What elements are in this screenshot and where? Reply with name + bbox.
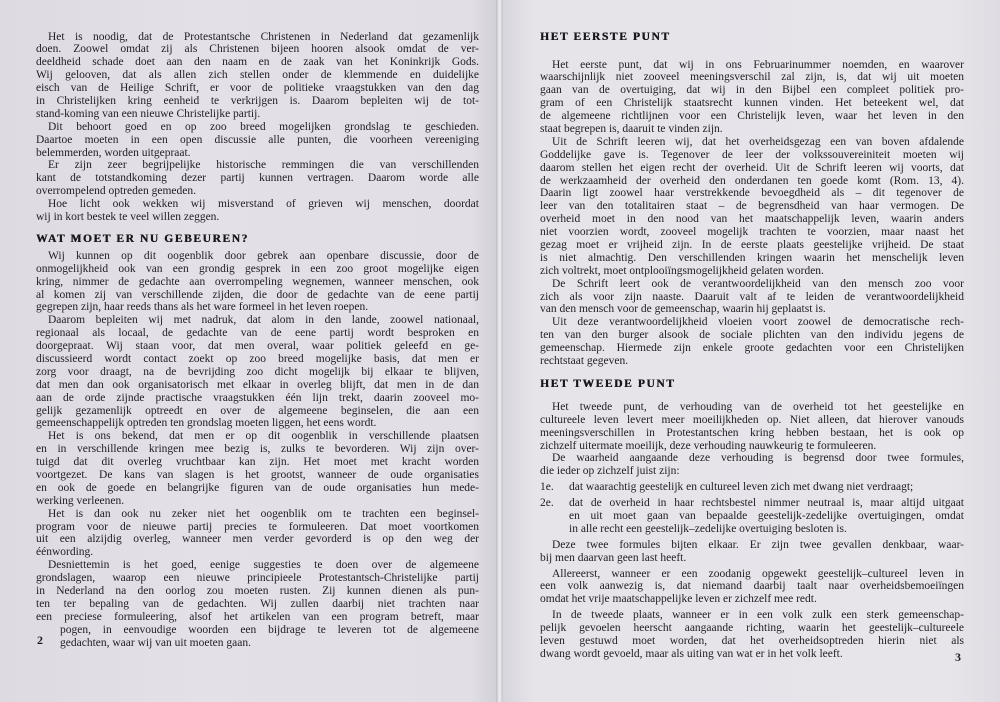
text-line: zich als voor zijn naaste. Daaruit valt af te leiden de verantwoordelijkheid (540, 290, 964, 303)
paragraph (36, 159, 479, 198)
text-line: werking verleenen. (36, 494, 125, 507)
paragraph (540, 539, 964, 565)
text-line: zorg voor draagt, na de bevrijding zoo dicht mogelijk bij elkaar te blijven, (36, 365, 479, 378)
paragraph (540, 401, 964, 453)
paragraph (36, 624, 479, 650)
text-line: gezag moet er vrijheid zijn. In de eerste plaats geestelijke vrijheid. De staat (540, 238, 964, 251)
text-line: leer van den totalitairen staat – de begrensdheid van haar vermogen. De (540, 200, 964, 213)
text-line: belemmerden, worden uitgepraat. (36, 146, 191, 159)
paragraph (540, 59, 964, 136)
text-line: die ieder op zichzelf juist zijn: (540, 465, 680, 478)
text-line: een volk aanwezig is, dat niemand daarbij taalt naar overheidsbemoeiïngen (540, 580, 964, 593)
text-line: in Nederland na den oorlog zou moeten rusten. Zij kunnen dienen als pun- (36, 585, 479, 598)
text-line: de werkzaamheid der overheid den onderdanen ten goede komt (Rom. 13, 4). (540, 174, 964, 187)
text-line: cultureele leven levert meer moeilijkheden op. Niet alleen, dat hierover vanouds (540, 413, 964, 426)
text-line: Dit behoort goed en op zoo breed mogelijken grondslag te geschieden. (48, 120, 479, 133)
section-heading: HET TWEEDE PUNT (540, 378, 676, 391)
text-line: doen. Zoowel omdat zij als Christenen bijeen hooren alsook omdat de ver- (36, 43, 479, 56)
text-line: zich voltrekt, moet ontplooiïngsmogelijkheid gelaten worden. (540, 264, 824, 277)
section-heading: WAT MOET ER NU GEBEUREN? (36, 232, 249, 245)
left-page (0, 0, 496, 702)
text-line: rechtstaat gegeven. (540, 354, 629, 367)
text-line: program voor de nieuwe partij precies te formuleeren. Dat moet voortkomen (36, 520, 479, 533)
text-line: pelijk gevoelen heerscht aangaande richting, waarin het geestelijk–cultureele (540, 622, 964, 635)
list-marker: 2e. (540, 497, 554, 510)
text-line: overrompelend optreden gemeden. (36, 185, 196, 198)
text-line: kant de totstandkoming dezer partij kunnen vertragen. Daarom worde alle (36, 172, 479, 185)
text-line: zichzelf uitermate moeilijk, deze verhouding nauwkeurig te formuleeren. (540, 439, 877, 452)
text-line: voortgezet. De kans van slagen is het grootst, wanneer de oude organisaties (36, 469, 479, 481)
text-line: In de tweede plaats, wanneer er in een volk zulk een sterk gemeenschap- (552, 609, 964, 622)
paragraph (540, 609, 964, 661)
paragraph (36, 198, 479, 224)
list-item (540, 481, 964, 494)
text-line: en in verschillende kringen mee bezig is, zulks te bevorderen. Wij zijn over- (36, 443, 479, 456)
text-line: De Schrift leert ook de verantwoordelijkheid van den mensch zoo voor (552, 277, 964, 290)
paragraph (36, 508, 479, 560)
text-line: in alle recht een geestelijk–zedelijke overtuiging besloten is. (569, 522, 847, 535)
text-line: gegrepen zijn, haar reeds thans als het ware formeel in het leven roepen. (36, 301, 369, 314)
text-line: discussieerd wordt contact zoekt op zoo breed mogelijke basis, dat men er (36, 352, 479, 365)
text-line: regionaal als locaal, de gedachte van de eene partij wordt besproken en (36, 327, 479, 340)
text-line: Het eerste punt, dat wij in ons Februarinummer noemden, en waarover (552, 58, 964, 71)
text-line: en ook de goede en belangrijke figuren van de oude organisaties hun mede- (36, 481, 479, 494)
text-line: meeningsverschillen in Protestantschen kring hebben bestaan, het is ook op (540, 426, 964, 439)
paragraph (540, 568, 964, 607)
text-line: overheid moet in den nood van het maatschappelijk leven, waarin anders (540, 213, 964, 226)
text-line: al komen zij van verschillende zijden, die door de gedachte van de eene partij (36, 288, 479, 301)
section-heading: HET EERSTE PUNT (540, 31, 671, 43)
paragraph (36, 250, 479, 314)
text-line: éénwording. (36, 546, 94, 559)
text-line: Het tweede punt, de verhouding van de overheid tot het geestelijke en (552, 400, 964, 413)
text-line: leven gestuwd moet worden, dat het overheidsoptreden hierin niet als (540, 635, 964, 648)
paragraph (36, 314, 479, 430)
text-line: tuigd dat dit overleg vruchtbaar kan zijn. Het moet met kracht worden (36, 456, 479, 469)
text-line: Deze twee formules bijten elkaar. Er zijn twee gevallen denkbaar, waar- (552, 538, 964, 551)
text-line: in Christelijken kring eenheid te verkrijgen is. Daarom bepleiten wij de tot- (36, 94, 479, 107)
text-line: grondslagen, waarop een nieuwe principieele Protestantsch-Christelijke partij (36, 572, 479, 585)
text-line: gemeenschappelijk optreden ten grondslag moeten liggen, het eens wordt. (36, 417, 377, 430)
text-line: is niet almachtig. Den verschillenden kringen waarin het menschelijk leven (540, 251, 964, 264)
text-line: uit een alzijdig overleg, wanneer men verder gevorderd is op den weg der (36, 533, 479, 546)
book-gutter (496, 0, 503, 702)
text-line: dat men dan ook organisatorisch met elkaar in overleg blijft, dat men in de dan (36, 378, 479, 391)
text-line: daarom stellen het eigen recht der overheid. Uit de Schrift leeren wij voorts, dat (540, 161, 964, 174)
text-line: Daarom bepleiten wij met nadruk, dat alom in den lande, zoowel nationaal, (48, 314, 479, 327)
text-line: Hoe licht ook wekken wij misverstand of grieven wij menschen, doordat (48, 198, 479, 211)
text-line: Goddelijke gave is. Tegenover de leer der volkssouvereiniteit moeten wij (540, 148, 964, 161)
text-line: Daartoe moeten in een open discussie alle punten, die voorheen vereeniging (36, 133, 479, 146)
text-line: bij men daarvan geen last heeft. (540, 551, 687, 564)
text-line: wij in kort bestek te veel willen zeggen. (36, 210, 220, 223)
text-line: stand-koming van een nieuwe Christelijke partij. (36, 107, 261, 120)
text-line: en uit moet gaan van bepaalde geestelijk-zedelijke overtuigingen, omdat (569, 510, 964, 523)
text-line: gelijk gezamenlijk optreedt en over de algemeene beginselen, die aan een (36, 404, 479, 417)
paragraph (36, 31, 479, 121)
text-line: gedachten, waar wij van uit moeten gaan. (60, 636, 251, 649)
text-line: Desniettemin is het goed, eenige suggesties te doen over de algemeene (48, 559, 479, 572)
left-page-text (36, 31, 479, 650)
text-line: kring, nimmer de gedachte aan overrompeling wegnemen, wanneer menschen, ook (36, 275, 479, 288)
text-line: Daarin ligt zoowel haar verstrekkende bevoegdheid als – dit tegenover de (540, 187, 964, 200)
text-line: eisch van de Heilige Schrift, er voor de politieke vraagstukken van den dag (36, 82, 479, 95)
text-line: niet voorzien wordt, zooveel mogelijk trachten te voorzien, maar naast het (540, 226, 964, 239)
text-line: Uit deze verantwoordelijkheid vloeien voort zoowel de democratische rech- (552, 316, 964, 329)
text-line: deeldheid schade doet aan den naam en de zaak van het Koninkrijk Gods. (36, 56, 479, 69)
right-page-text (540, 30, 964, 661)
text-line: Wij gelooven, dat als allen zich stellen onder de klemmende en duidelijke (36, 69, 479, 82)
text-line: waarschijnlijk niet zooveel meeningsverschil zal zijn, is, dat wij uit moeten (540, 71, 964, 84)
text-line: Uit de Schrift leeren wij, dat het overheidsgezag een van boven afdalende (552, 135, 964, 148)
numbered-list (540, 481, 964, 536)
text-line: Allereerst, wanneer er een zoodanig opgewekt geestelijk–cultureel leven in (552, 567, 964, 580)
paragraph (36, 430, 479, 507)
text-line: doorgepraat. Wij staan voor, dat men overal, waar politiek geleefd en ge- (36, 340, 479, 353)
text-line: Het is dan ook nu zeker niet het oogenblik om te trachten een beginsel- (48, 507, 479, 520)
page-number: 3 (955, 650, 961, 664)
right-page (503, 0, 1000, 702)
text-line: gaan van de overtuiging, dat wij in den Bijbel een compleet politiek pro- (540, 84, 964, 97)
text-line: ten ter bepaling van de gedachten. Wij zullen daarbij niet trachten naar (36, 597, 479, 610)
paragraph (36, 559, 479, 623)
text-line: Wij kunnen op dit oogenblik door gebrek aan openbare discussie, door de (48, 249, 479, 262)
text-line: De waarheid aangaande deze verhouding is begrensd door twee formules, (552, 452, 964, 465)
text-line: gram of een Christelijk staatsrecht kunnen vinden. Het beteekent wel, dat (540, 97, 964, 110)
paragraph (540, 452, 964, 478)
list-item (540, 497, 964, 536)
page-number: 2 (37, 633, 43, 647)
text-line: pogen, in eenvoudige woorden een bijdrage te leveren tot de algemeene (60, 623, 479, 636)
text-line: dwang wordt gevoeld, maar als uiting van wat er in het volk leeft. (540, 647, 843, 660)
list-item-text (569, 481, 964, 494)
paragraph (540, 278, 964, 317)
text-line: een preciese formuleering, alsof het artikelen van een program betreft, maar (36, 610, 479, 623)
text-line: dat de overheid in haar rechtsbestel nimmer neutraal is, maar altijd uitgaat (569, 497, 964, 510)
text-line: Het is noodig, dat de Protestantsche Christenen in Nederland dat gezamenlijk (48, 30, 479, 43)
paragraph (36, 121, 479, 160)
list-marker: 1e. (540, 481, 554, 494)
text-line: dat waarachtig geestelijk en cultureel leven zich met dwang niet verdraagt; (569, 481, 914, 494)
text-line: gemeenschap. Hiermede zijn enkele groote gedachten voor een Christelijken (540, 342, 964, 355)
text-line: ten van den burger alsook de sociale plichten van den individu jegens de (540, 329, 964, 342)
text-line: Er zijn zeer begrijpelijke historische remmingen die van verschillenden (48, 159, 479, 172)
text-line: van den mensch voor de gemeenschap, waarin hij geplaatst is. (540, 303, 826, 316)
text-line: omdat het vrije maatschappelijke leven er zichzelf mee redt. (540, 593, 817, 606)
list-item-text (569, 497, 964, 536)
text-line: de algemeene richtlijnen voor een Christelijk leven, waar het leven in den (540, 110, 964, 123)
text-line: onmogelijkheid ook van een grondig gesprek in een zoo groot mogelijke eigen (36, 262, 479, 275)
paragraph (540, 136, 964, 278)
text-line: Het is ons bekend, dat men er op dit oogenblik in verschillende plaatsen (48, 430, 479, 443)
paragraph (540, 316, 964, 368)
text-line: staat begrepen is, daaruit te vinden zijn. (540, 122, 723, 135)
text-line: aan de orde zijnde practische vraagstukken één lijn trekt, daarin zooveel mo- (36, 391, 479, 404)
